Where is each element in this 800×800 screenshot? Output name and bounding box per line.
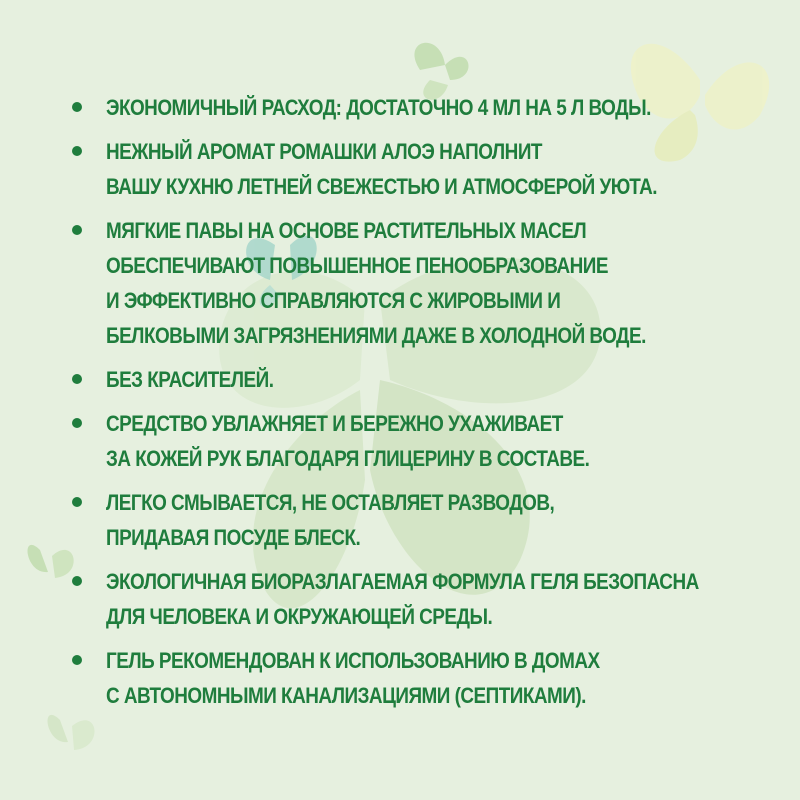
feature-text-line: ДЛЯ ЧЕЛОВЕКА И ОКРУЖАЮЩЕЙ СРЕДЫ.	[106, 604, 493, 629]
feature-text-line: ПРИДАВАЯ ПОСУДЕ БЛЕСК.	[106, 525, 361, 550]
feature-text-line: ЭКОЛОГИЧНАЯ БИОРАЗЛАГАЕМАЯ ФОРМУЛА ГЕЛЯ БЕЗОПАСНА	[106, 569, 699, 594]
feature-list-container	[72, 90, 782, 722]
list-item	[72, 213, 782, 353]
feature-text-line: ГЕЛЬ РЕКОМЕНДОВАН К ИСПОЛЬЗОВАНИЮ В ДОМАХ	[106, 648, 600, 673]
bullet-icon	[72, 374, 82, 384]
list-item	[72, 406, 782, 476]
feature-text-line: ВАШУ КУХНЮ ЛЕТНЕЙ СВЕЖЕСТЬЮ И АТМОСФЕРОЙ УЮТА.	[106, 174, 657, 199]
bullet-icon	[72, 225, 82, 235]
bullet-icon	[72, 655, 82, 665]
feature-text-line: ОБЕСПЕЧИВАЮТ ПОВЫШЕННОЕ ПЕНООБРАЗОВАНИЕ	[106, 253, 608, 278]
bullet-icon	[72, 102, 82, 112]
feature-text-line: СРЕДСТВО УВЛАЖНЯЕТ И БЕРЕЖНО УХАЖИВАЕТ	[106, 411, 563, 436]
feature-text-line: И ЭФФЕКТИВНО СПРАВЛЯЮТСЯ С ЖИРОВЫМИ И	[106, 288, 561, 313]
list-item	[72, 134, 782, 204]
feature-list	[72, 90, 782, 713]
feature-text-line: С АВТОНОМНЫМИ КАНАЛИЗАЦИЯМИ (СЕПТИКАМИ).	[106, 683, 586, 708]
feature-text-line: НЕЖНЫЙ АРОМАТ РОМАШКИ АЛОЭ НАПОЛНИТ	[106, 139, 542, 164]
feature-text-line: ЭКОНОМИЧНЫЙ РАСХОД: ДОСТАТОЧНО 4 МЛ НА 5 Л ВОДЫ.	[106, 95, 651, 120]
feature-text-line: БЕЗ КРАСИТЕЛЕЙ.	[106, 367, 274, 392]
feature-text-line: МЯГКИЕ ПАВЫ НА ОСНОВЕ РАСТИТЕЛЬНЫХ МАСЕЛ	[106, 218, 587, 243]
feature-text-line: БЕЛКОВЫМИ ЗАГРЯЗНЕНИЯМИ ДАЖЕ В ХОЛОДНОЙ ВОДЕ.	[106, 323, 646, 348]
list-item	[72, 643, 782, 713]
list-item	[72, 485, 782, 555]
list-item	[72, 362, 782, 397]
list-item	[72, 90, 782, 125]
feature-text-line: ЛЕГКО СМЫВАЕТСЯ, НЕ ОСТАВЛЯЕТ РАЗВОДОВ,	[106, 490, 555, 515]
bullet-icon	[72, 146, 82, 156]
list-item	[72, 564, 782, 634]
bullet-icon	[72, 497, 82, 507]
bullet-icon	[72, 576, 82, 586]
feature-text-line: ЗА КОЖЕЙ РУК БЛАГОДАРЯ ГЛИЦЕРИНУ В СОСТАВЕ.	[106, 446, 590, 471]
bullet-icon	[72, 418, 82, 428]
